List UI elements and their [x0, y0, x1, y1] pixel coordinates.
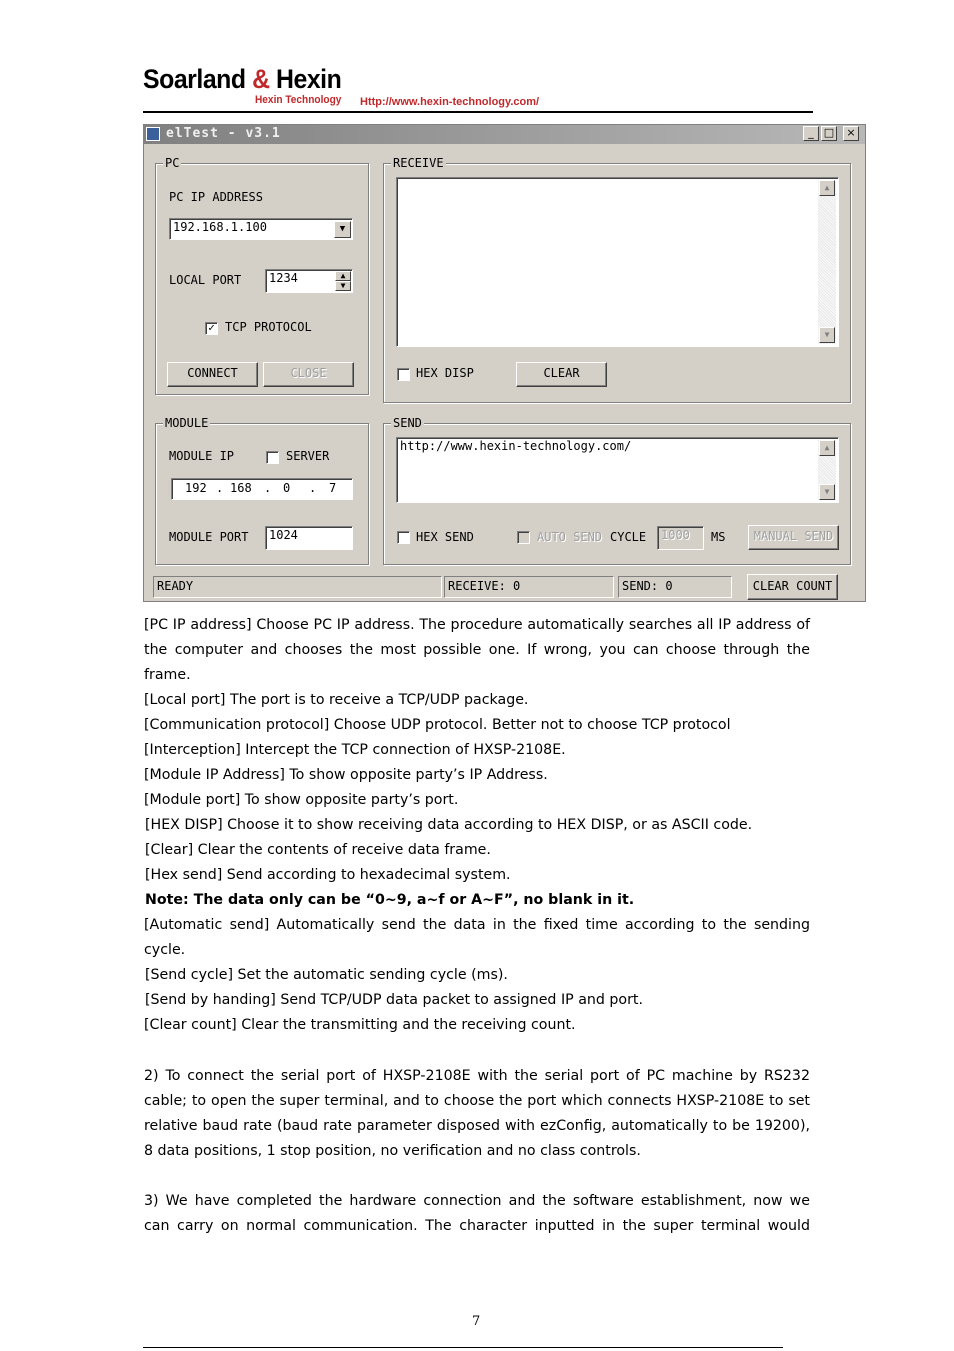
list-item: [Interception] Intercept the TCP connection of HXSP-2108E.	[144, 742, 566, 758]
module-port-value: 1024	[269, 528, 298, 542]
scroll-down-icon[interactable]: ▼	[819, 484, 835, 500]
cycle-value: 1000	[661, 528, 690, 542]
list-item: [Module port] To show opposite party’s port.	[144, 792, 459, 808]
tcp-protocol-label: TCP PROTOCOL	[225, 320, 312, 334]
module-port-input[interactable]	[265, 526, 353, 550]
pc-ip-label: PC IP ADDRESS	[169, 190, 263, 204]
text-line: cable; to open the super terminal, and to choose the port which connects HXSP-2108E to set	[144, 1093, 810, 1109]
logo-subtitle: Hexin Technology	[255, 94, 342, 106]
text-line: 2) To connect the serial port of HXSP-2108E with the serial port of PC machine by RS232	[144, 1068, 810, 1084]
manual-send-button[interactable]: MANUAL SEND	[748, 525, 839, 550]
send-legend: SEND	[393, 416, 422, 430]
module-port-label: MODULE PORT	[169, 530, 249, 544]
window-titlebar	[144, 125, 865, 144]
send-textarea[interactable]	[396, 437, 839, 503]
window-title: elTest - v3.1	[166, 126, 281, 141]
auto-send-checkbox[interactable]	[517, 531, 530, 544]
logo-word-hexin: Hexin	[275, 64, 342, 94]
close-icon[interactable]: ×	[843, 126, 859, 141]
receive-textarea[interactable]	[396, 177, 839, 347]
text-line: relative baud rate (baud rate parameter disposed with ezConfig, automatically to be 19200),	[144, 1118, 810, 1134]
company-logo	[143, 64, 341, 95]
text-line: frame.	[144, 667, 191, 683]
list-item: [Module IP Address] To show opposite party’s IP Address.	[144, 767, 548, 783]
minimize-icon[interactable]: _	[803, 126, 819, 141]
module-ip-input[interactable]	[171, 478, 353, 500]
list-item: [Communication protocol] Choose UDP protocol. Better not to choose TCP protocol	[144, 717, 731, 733]
ip-dot: .	[309, 481, 317, 495]
list-item: cycle.	[144, 942, 186, 958]
logo-word-soarland: Soarland	[143, 64, 246, 94]
step-2-paragraph	[144, 1064, 810, 1164]
list-item: [Local port] The port is to receive a TCP/UDP package.	[144, 692, 529, 708]
ip-octet-1: 192	[185, 481, 207, 495]
text-line: 8 data positions, 1 stop position, no verification and no class controls.	[144, 1143, 641, 1159]
ip-dot: .	[216, 481, 224, 495]
status-send-count: SEND: 0	[618, 576, 732, 598]
cycle-label: CYCLE	[610, 530, 647, 544]
pc-ip-paragraph	[144, 613, 810, 688]
ip-dot: .	[264, 481, 272, 495]
list-item: [Send by handing] Send TCP/UDP data packet to assigned IP and port.	[145, 992, 643, 1008]
list-item: [Send cycle] Set the automatic sending cycle (ms).	[145, 967, 508, 983]
send-text: http://www.hexin-technology.com/	[400, 439, 632, 453]
local-port-value: 1234	[269, 271, 298, 285]
cycle-input[interactable]	[657, 526, 704, 550]
maximize-icon[interactable]: □	[821, 126, 837, 141]
text-line: [PC IP address] Choose PC IP address. The procedure automatically searches all IP address of	[144, 617, 810, 633]
receive-scrollbar[interactable]	[818, 180, 836, 344]
ms-label: MS	[711, 530, 726, 544]
module-ip-label: MODULE IP	[169, 449, 235, 463]
server-label: SERVER	[286, 449, 330, 463]
server-checkbox[interactable]	[266, 451, 279, 464]
auto-send-label: AUTO SEND	[537, 530, 603, 544]
ip-octet-4: 7	[329, 481, 337, 495]
clear-count-button[interactable]: CLEAR COUNT	[747, 574, 838, 600]
spin-up-icon[interactable]: ▲	[335, 271, 351, 281]
ip-octet-3: 0	[283, 481, 291, 495]
list-item: [Hex send] Send according to hexadecimal system.	[145, 867, 511, 883]
pc-ip-value: 192.168.1.100	[173, 220, 267, 234]
app-icon	[146, 127, 160, 141]
text-line: can carry on normal communication. The character inputted in the super terminal would	[144, 1218, 810, 1234]
list-item: [Automatic send] Automatically send the data in the fixed time according to the sending	[144, 917, 810, 933]
module-legend: MODULE	[165, 416, 209, 430]
spin-down-icon[interactable]: ▼	[335, 281, 351, 291]
scroll-down-icon[interactable]: ▼	[819, 327, 835, 343]
list-item: [Clear] Clear the contents of receive data frame.	[145, 842, 491, 858]
list-item: [Clear count] Clear the transmitting and the receiving count.	[144, 1017, 576, 1033]
close-button[interactable]: CLOSE	[263, 362, 354, 387]
eltest-window	[143, 124, 866, 602]
scroll-up-icon[interactable]: ▲	[819, 180, 835, 196]
list-item: [HEX DISP] Choose it to show receiving data according to HEX DISP, or as ASCII code.	[145, 817, 753, 833]
parameter-list	[144, 688, 810, 1038]
hex-disp-checkbox[interactable]	[397, 368, 410, 381]
connect-button[interactable]: CONNECT	[167, 362, 258, 387]
chevron-down-icon[interactable]: ▼	[334, 221, 351, 238]
page-number: 7	[472, 1314, 481, 1329]
status-receive-count: RECEIVE: 0	[444, 576, 614, 598]
logo-ampersand: &	[252, 64, 270, 94]
tcp-protocol-checkbox[interactable]: ✓	[205, 322, 218, 335]
header-rule	[143, 111, 813, 113]
pc-legend: PC	[165, 156, 180, 170]
hex-send-checkbox[interactable]	[397, 531, 410, 544]
receive-legend: RECEIVE	[393, 156, 444, 170]
hex-send-label: HEX SEND	[416, 530, 474, 544]
header-url: Http://www.hexin-technology.com/	[360, 96, 540, 108]
footer-rule	[143, 1347, 783, 1348]
note-text: Note: The data only can be “0~9, a~f or A~F”, no blank in it.	[145, 892, 635, 908]
ip-octet-2: 168	[230, 481, 252, 495]
text-line: 3) We have completed the hardware connection and the software establishment, now we	[144, 1193, 810, 1209]
local-port-label: LOCAL PORT	[169, 273, 242, 287]
pc-ip-select[interactable]	[169, 218, 353, 240]
step-3-paragraph	[144, 1189, 810, 1239]
clear-button[interactable]: CLEAR	[516, 362, 607, 387]
text-line: the computer and chooses the most possible one. If wrong, you can choose through the	[144, 642, 810, 658]
status-ready: READY	[153, 576, 442, 598]
hex-disp-label: HEX DISP	[416, 366, 474, 380]
scroll-up-icon[interactable]: ▲	[819, 440, 835, 456]
